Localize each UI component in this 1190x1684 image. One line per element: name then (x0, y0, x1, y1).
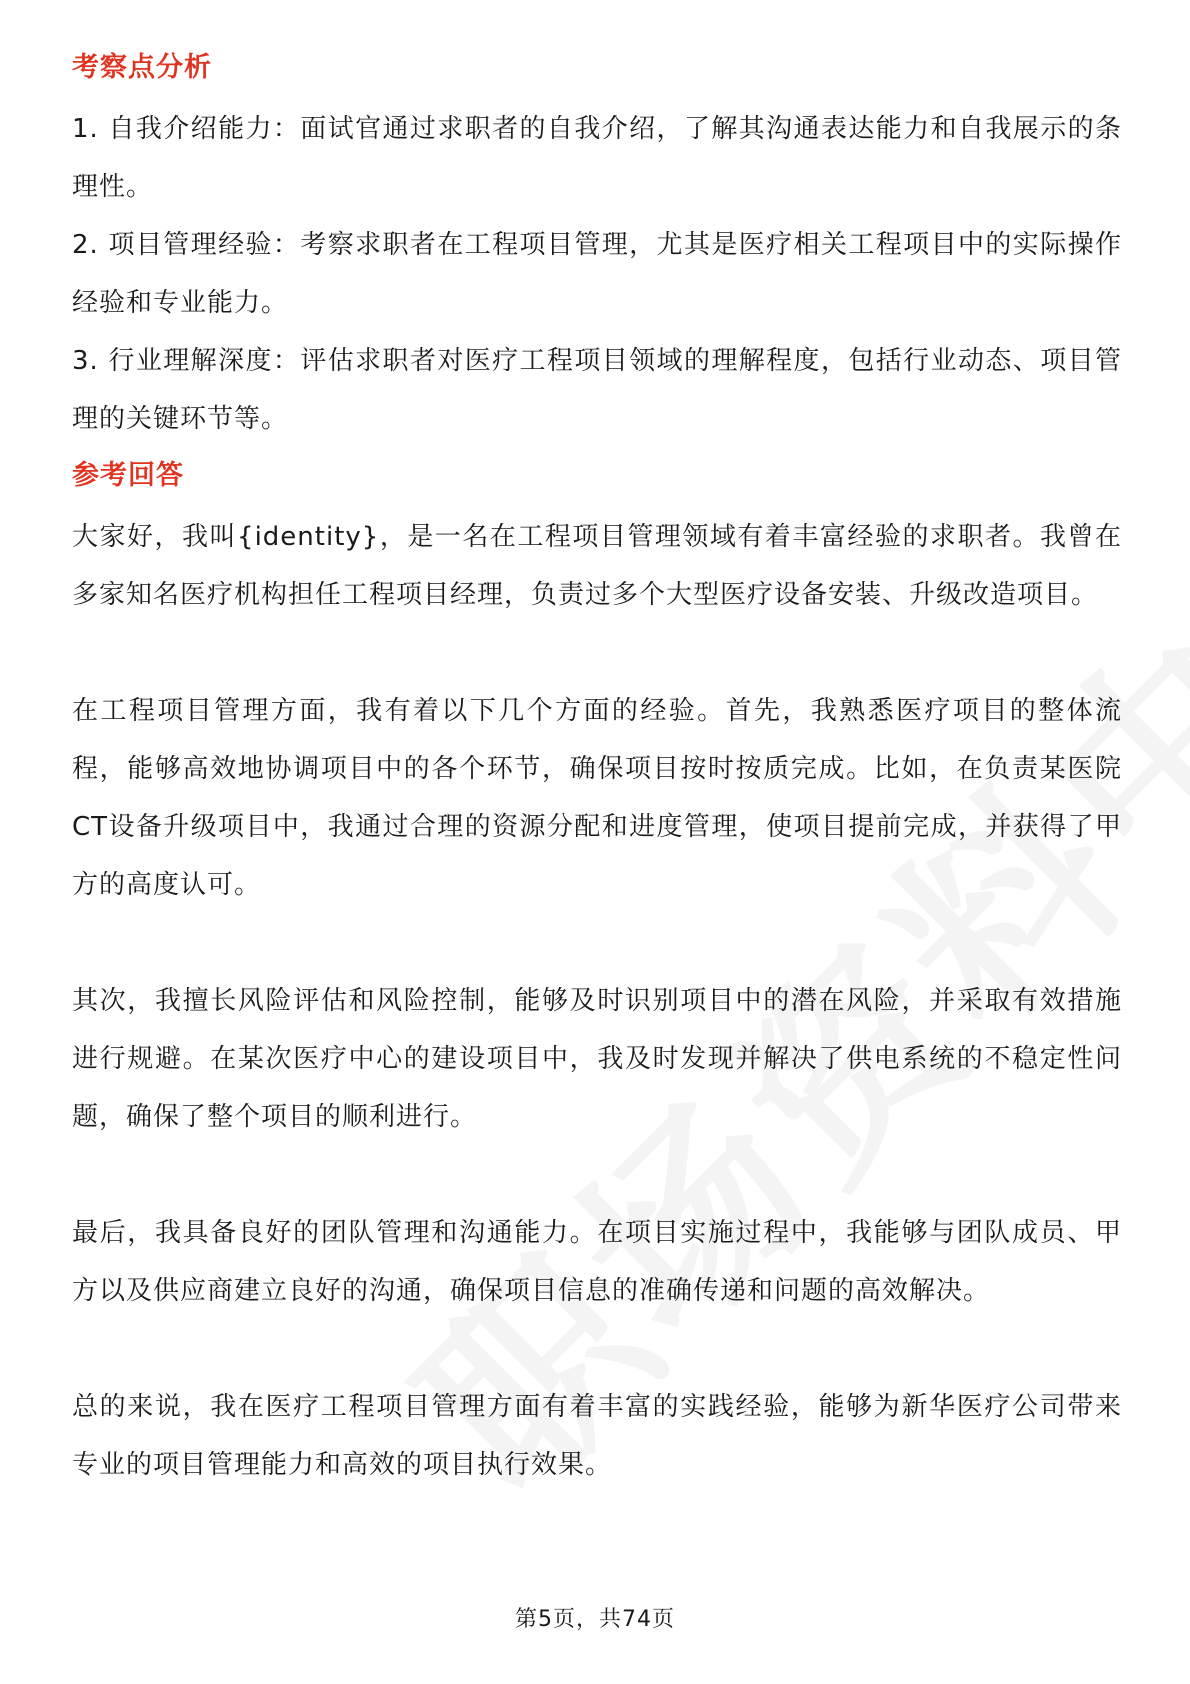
paragraph-spacer (72, 1320, 1122, 1378)
paragraph-spacer (72, 624, 1122, 682)
answer-paragraph: 总的来说，我在医疗工程项目管理方面有着丰富的实践经验，能够为新华医疗公司带来专业的项目管理能力和高效的项目执行效果。 (72, 1392, 1122, 1480)
paragraph-spacer (72, 1146, 1122, 1204)
paragraph-spacer (72, 914, 1122, 972)
analysis-section (72, 48, 1122, 448)
analysis-heading: 考察点分析 (72, 52, 212, 83)
answer-paragraph: 其次，我擅长风险评估和风险控制，能够及时识别项目中的潜在风险，并采取有效措施进行规避。在某次医疗中心的建设项目中，我及时发现并解决了供电系统的不稳定性问题，确保了整个项目的顺利进行。 (72, 986, 1122, 1132)
answer-paragraph: 在工程项目管理方面，我有着以下几个方面的经验。首先，我熟悉医疗项目的整体流程，能够高效地协调项目中的各个环节，确保项目按时按质完成。比如，在负责某医院CT设备升级项目中，我通过合理的资源分配和进度管理，使项目提前完成，并获得了甲方的高度认可。 (72, 696, 1122, 900)
answer-paragraph: 大家好，我叫{identity}，是一名在工程项目管理领域有着丰富经验的求职者。我曾在多家知名医疗机构担任工程项目经理，负责过多个大型医疗设备安装、升级改造项目。 (72, 522, 1122, 610)
analysis-item: 2. 项目管理经验：考察求职者在工程项目管理，尤其是医疗相关工程项目中的实际操作经验和专业能力。 (72, 230, 1122, 318)
answer-section (72, 456, 1122, 1494)
answer-paragraph: 最后，我具备良好的团队管理和沟通能力。在项目实施过程中，我能够与团队成员、甲方以及供应商建立良好的沟通，确保项目信息的准确传递和问题的高效解决。 (72, 1218, 1122, 1306)
document-page (72, 48, 1122, 1494)
page-number: 第5页，共74页 (515, 1607, 675, 1632)
analysis-item: 3. 行业理解深度：评估求职者对医疗工程项目领域的理解程度，包括行业动态、项目管理的关键环节等。 (72, 346, 1122, 434)
answer-heading: 参考回答 (72, 460, 184, 491)
analysis-item: 1. 自我介绍能力：面试官通过求职者的自我介绍，了解其沟通表达能力和自我展示的条理性。 (72, 114, 1122, 202)
